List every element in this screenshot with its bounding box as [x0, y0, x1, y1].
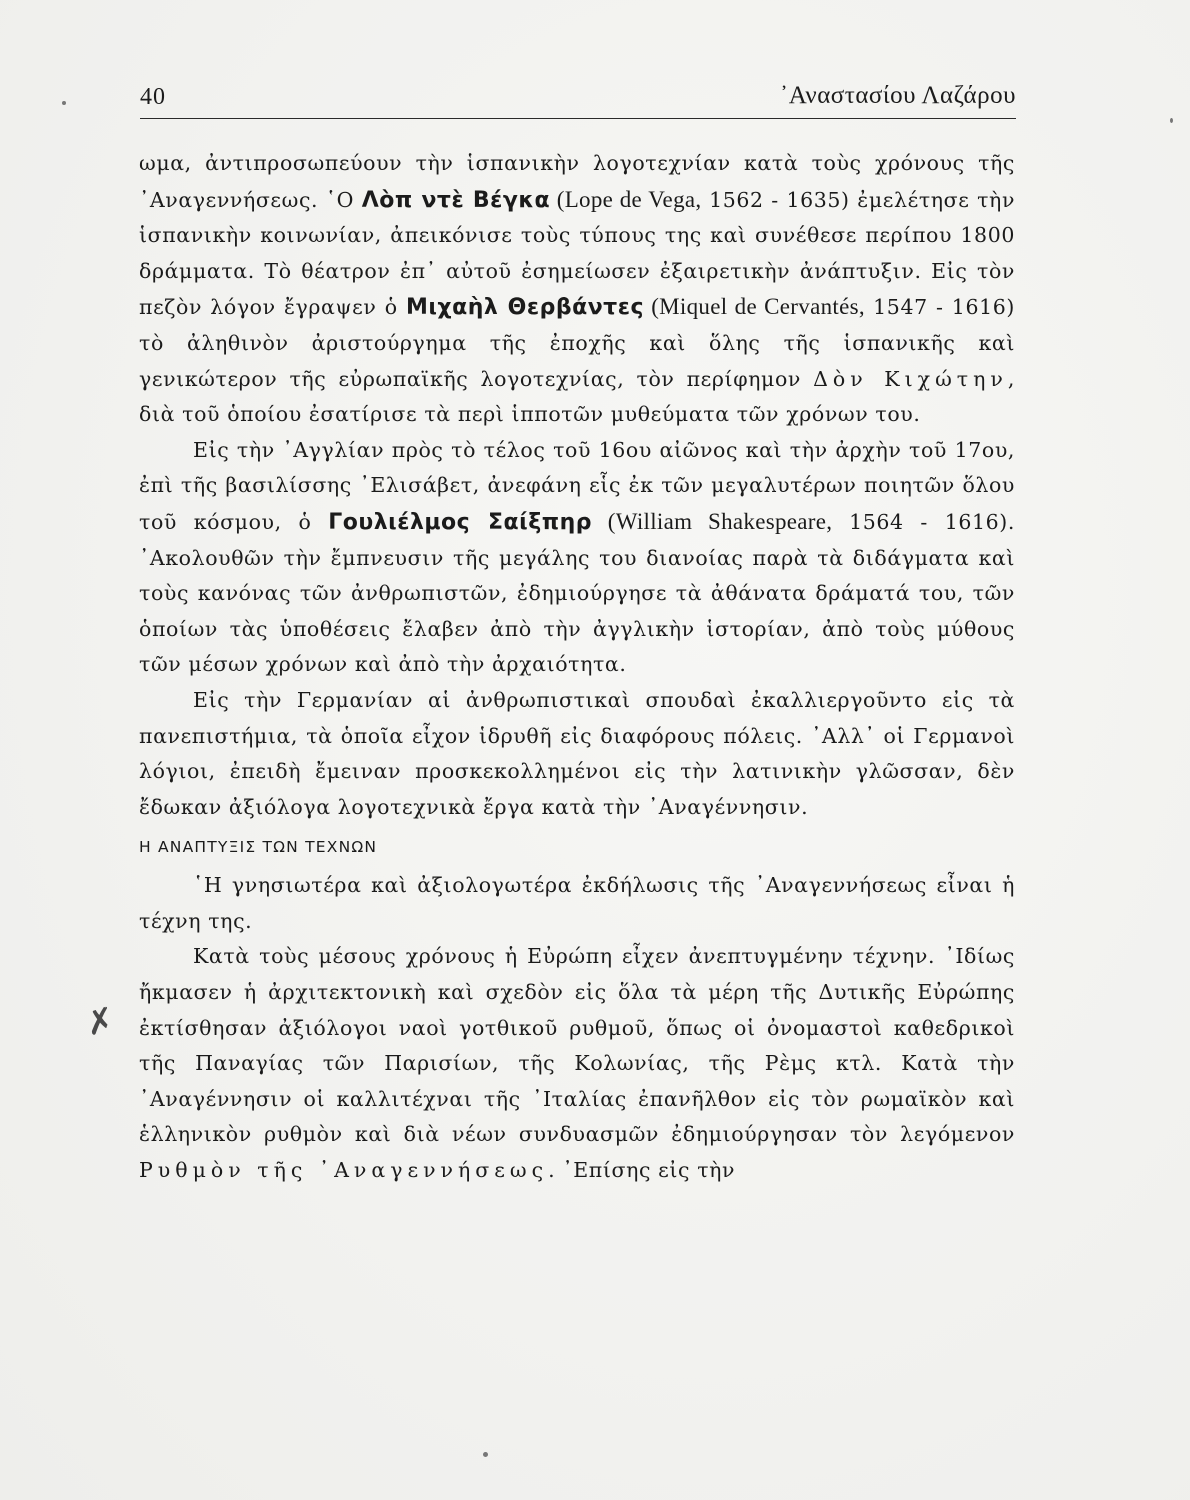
- text-run: 1547 - 1616) τὸ ἀληθινὸν ἀριστούργημα τῆς ἐποχῆς καὶ ὅλης τῆς ἱσπανικῆς καὶ γενικώτερον τῆς εὐρωπαϊκῆς λογοτεχνίας, τὸν περίφημον: [139, 295, 1015, 391]
- page-number: 40: [140, 84, 166, 110]
- dust-speck: [62, 101, 66, 105]
- paragraph-spanish-literature: [139, 146, 1015, 433]
- paragraph-german-literature: Εἰς τὴν Γερμανίαν αἱ ἀνθρωπιστικαὶ σπουδαὶ ἐκαλλιεργοῦντο εἰς τὰ πανεπιστήμια, τὰ ὁποῖα εἶχον ἱδρυθῆ εἰς διαφόρους πόλεις. ᾿Αλλ᾿ οἱ Γερμανοὶ λόγιοι, ἐπειδὴ ἔμειναν προσκεκολλημένοι εἰς τὴν λατινικὴν γλῶσσαν, δὲν ἔδωκαν ἀξιόλογα λογοτεχνικὰ ἔργα κατὰ τὴν ᾿Αναγέννησιν.: [139, 687, 1015, 819]
- text-run: Κατὰ τοὺς μέσους χρόνους ἡ Εὐρώπη εἶχεν ἀνεπτυγμένην τέχνην. ᾿Ιδίως ἤκμασεν ἡ ἀρχιτεκτονικὴ καὶ σχεδὸν εἰς ὅλα τὰ μέρη τῆς Δυτικῆς Εὐρώπης ἐκτίσθησαν ἀξιόλογοι ναοὶ γοτθικοῦ ρυθμοῦ, ὅπως οἱ ὀνομαστοὶ καθεδρικοὶ τῆς Παναγίας τῶν Παρισίων, τῆς Κολωνίας, τῆς Ρὲμς κτλ. Κατὰ τὴν ᾿Αναγέννησιν οἱ καλλιτέχναι τῆς ᾿Ιταλίας ἐπανῆλθον εἰς τὸν ρωμαϊκὸν καὶ ἑλληνικὸν ρυθμὸν καὶ διὰ νέων συνδυασμῶν ἐδημιούργησαν τὸν λεγόμενον: [139, 944, 1015, 1147]
- page-header: [140, 78, 1016, 119]
- handwritten-margin-mark: ✗: [82, 999, 119, 1045]
- running-title: ᾿Αναστασίου Λαζάρου: [779, 82, 1016, 109]
- latin-cervantes: (Miquel de Cervantés,: [644, 294, 865, 320]
- text-run: ωμα, ἀντιπροσωπεύουν τὴν ἱσπανικὴν λογοτεχνίαν κατὰ τοὺς χρόνους τῆς ᾿Αναγεννήσεως. ῾Ο: [139, 151, 1015, 212]
- paragraph-art-intro: ῾Η γνησιωτέρα καὶ ἀξιολογωτέρα ἐκδήλωσις τῆς ᾿Αναγεννήσεως εἶναι ἡ τέχνη της.: [139, 873, 1015, 933]
- body-text: [139, 146, 1015, 1189]
- name-shakespeare: Γουλιέλμος Σαίξπηρ: [328, 509, 593, 535]
- spaced-renaissance-style: Ρυθμὸν τῆς ᾿Αναγεννήσεως: [139, 1158, 549, 1183]
- paragraph-english-literature: [139, 433, 1015, 683]
- name-cervantes: Μιχαὴλ Θερβάντες: [405, 295, 645, 321]
- dust-speck: [483, 1452, 488, 1457]
- text-run: . ᾿Επίσης εἰς τὴν: [548, 1158, 736, 1183]
- latin-lope-de-vega: (Lope de Vega,: [550, 186, 702, 212]
- paragraph-architecture: [139, 939, 1015, 1188]
- latin-shakespeare: (William Shakespeare,: [592, 508, 833, 534]
- section-heading: Η ΑΝΑΠΤΥΞΙΣ ΤΩΝ ΤΕΧΝΩΝ: [139, 838, 378, 857]
- text-run: 1564 - 1616). ᾿Ακολουθῶν τὴν ἔμπνευσιν τῆς μεγάλης του διανοίας παρὰ τὰ διδάγματα καὶ τοὺς κανόνας τῶν ἀνθρωπιστῶν, ἐδημιούργησε τὰ ἀθάνατα δράματά του, τῶν ὁποίων τὰς ὑποθέσεις ἔλαβεν ἀπὸ τὴν ἀγγλικὴν ἱστορίαν, ἀπὸ τοὺς μύθους τῶν μέσων χρόνων καὶ ἀπὸ τὴν ἀρχαιότητα.: [139, 509, 1016, 677]
- text-run: , διὰ τοῦ ὁποίου ἐσατίρισε τὰ περὶ ἱπποτῶν μυθεύματα τῶν χρόνων του.: [139, 366, 1015, 427]
- dust-speck: [1170, 118, 1173, 123]
- text-run: Εἰς τὴν ᾿Αγγλίαν πρὸς τὸ τέλος τοῦ 16ου αἰῶνος καὶ τὴν ἀρχὴν τοῦ 17ου, ἐπὶ τῆς βασιλίσσης ᾿Ελισάβετ, ἀνεφάνη εἷς ἐκ τῶν μεγαλυτέρων ποιητῶν ὅλου τοῦ κόσμου, ὁ: [139, 437, 1015, 534]
- name-lope-de-vega: Λὸπ ντὲ Βέγκα: [361, 187, 551, 213]
- spaced-don-quixote: Δὸν Κιχώτην: [813, 366, 1008, 391]
- text-run: 1562 - 1635) ἐμελέτησε τὴν ἱσπανικὴν κοινωνίαν, ἀπεικόνισε τοὺς τύπους της καὶ συνέθεσε περίπου 1800 δράμματα. Τὸ θέατρον ἐπ᾿ αὐτοῦ ἐσημείωσεν ἐξαιρετικὴν ἀνάπτυξιν. Εἰς τὸν πεζὸν λόγον ἔγραψεν ὁ: [139, 187, 1016, 320]
